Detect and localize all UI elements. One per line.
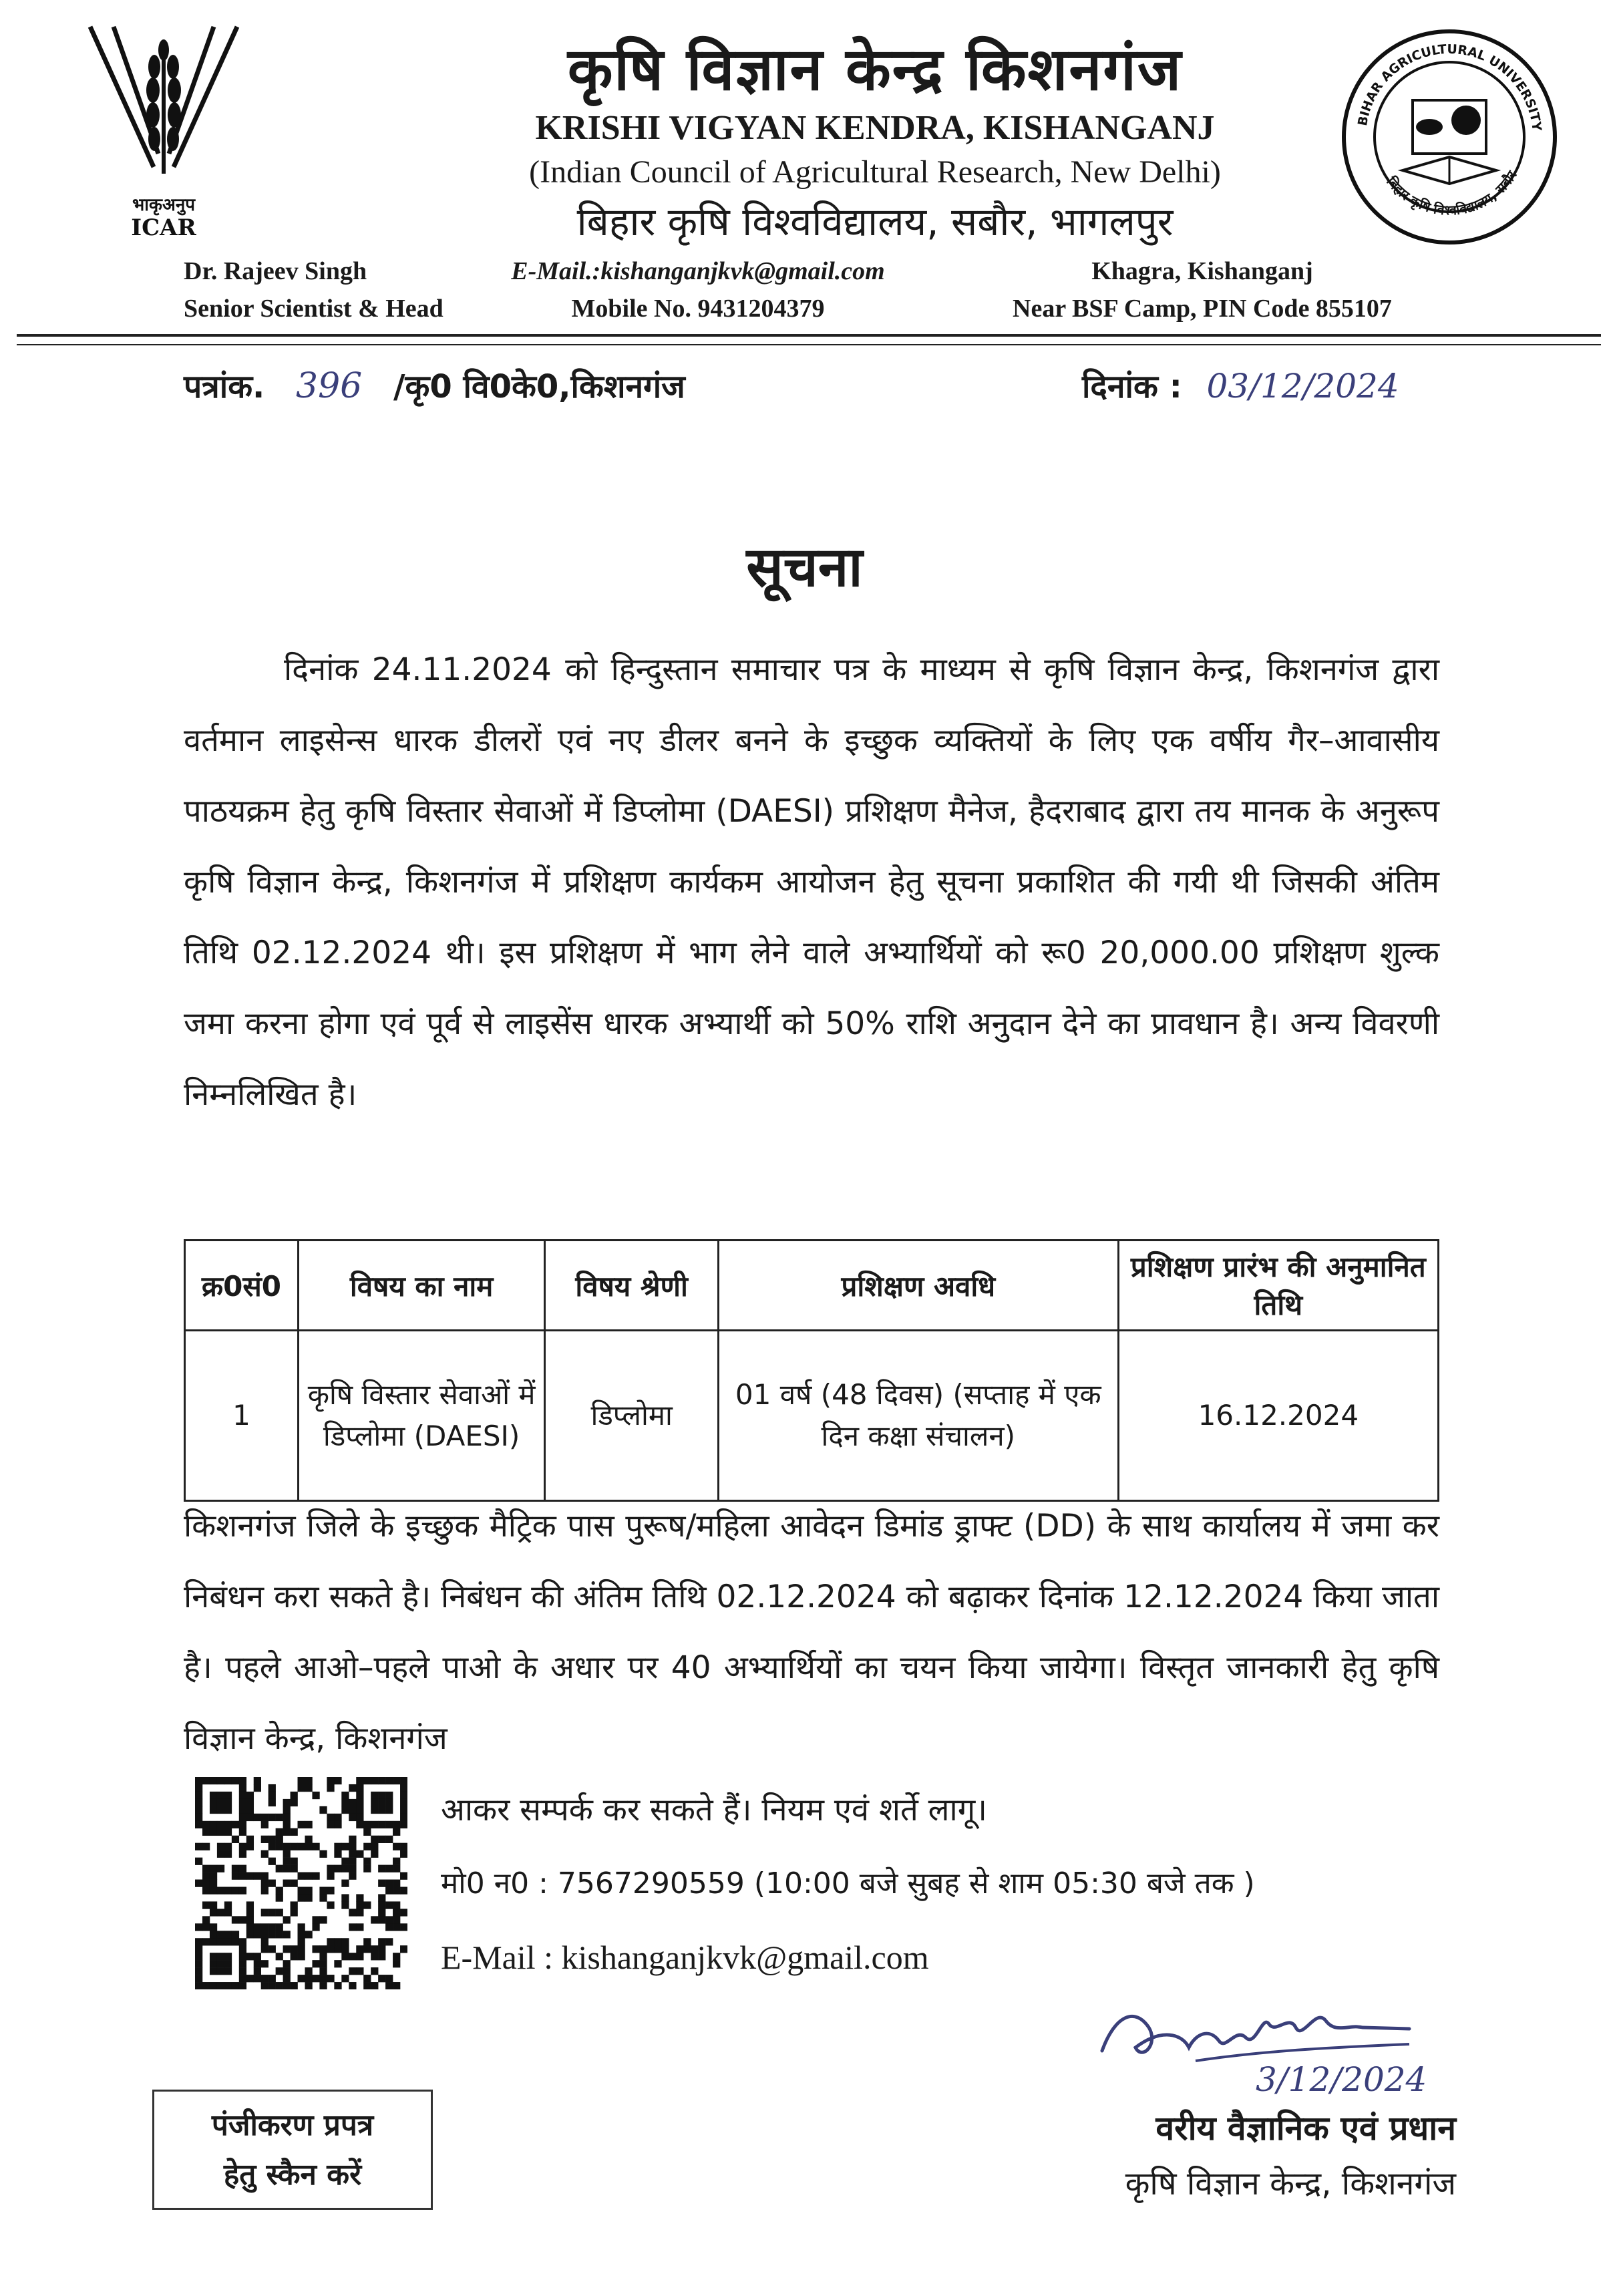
table-row xyxy=(185,1331,1439,1501)
registration-box-line2: हेतु स्कैन करें xyxy=(223,2158,362,2192)
col-category: विषय श्रेणी xyxy=(545,1241,719,1331)
address-line1: Khagra, Kishanganj xyxy=(1091,257,1313,285)
date-line xyxy=(1082,364,1399,407)
icar-logo xyxy=(83,20,244,240)
cell-start-date: 16.12.2024 xyxy=(1118,1331,1438,1501)
col-subject: विषय का नाम xyxy=(298,1241,544,1331)
header-divider-bottom xyxy=(17,344,1601,345)
reference-suffix: /कृ0 वि0के0,किशनगंज xyxy=(393,368,685,405)
cell-duration: 01 वर्ष (48 दिवस) (सप्ताह में एक दिन कक्षा संचालन) xyxy=(718,1331,1118,1501)
header-title-hindi: कृषि विज्ञान केन्द्र किशनगंज xyxy=(567,35,1183,104)
col-duration: प्रशिक्षण अवधि xyxy=(718,1241,1118,1331)
notice-paragraph-2: किशनगंज जिले के इच्छुक मैट्रिक पास पुरूष/महिला आवेदन डिमांड ड्राफ्ट (DD) के साथ कार्यालय में जमा कर निबंधन करा सकते है। निबंधन की अंतिम तिथि 02.12.2024 को बढ़ाकर दिनांक 12.12.2024 किया जाता है। पहले आओ–पहले पाओ के अधार पर 40 अभ्यार्थियों का चयन किया जायेगा। विस्तृत जानकारी हेतु कृषि विज्ञान केन्द्र, किशनगंज xyxy=(184,1508,1439,1757)
contact-email-phone xyxy=(481,253,915,327)
signature-date: 3/12/2024 xyxy=(1256,2060,1427,2099)
header-university: बिहार कृषि विश्वविद्यालय, सबौर, भागलपुर xyxy=(576,199,1174,244)
phone-line: मो0 न0 : 7567290559 (10:00 बजे सुबह से शाम 05:30 बजे तक ) xyxy=(441,1866,1255,1901)
signatory-organization: कृषि विज्ञान केन्द्र, किशनगंज xyxy=(1125,2165,1456,2202)
cell-serial: 1 xyxy=(185,1331,299,1501)
header-title-english: KRISHI VIGYAN KENDRA, KISHANGANJ xyxy=(535,109,1215,147)
cell-category: डिप्लोमा xyxy=(545,1331,719,1501)
notice-title: सूचना xyxy=(746,536,863,599)
contact-head xyxy=(184,253,443,327)
header-mobile: Mobile No. 9431204379 xyxy=(571,295,825,323)
svg-text:ICAR: ICAR xyxy=(131,214,196,240)
header-council: (Indian Council of Agricultural Research, New Delhi) xyxy=(529,154,1221,190)
reference-number: 396 xyxy=(296,366,363,406)
header-email: E-Mail.:kishanganjkvk@gmail.com xyxy=(511,257,885,285)
registration-qr-code[interactable] xyxy=(195,1777,407,1989)
notice-paragraph-3: आकर सम्पर्क कर सकते हैं। नियम एवं शर्ते लागू। xyxy=(441,1792,987,1828)
registration-box-line1: पंजीकरण प्रपत्र xyxy=(211,2108,374,2142)
registration-scan-box xyxy=(152,2090,433,2210)
footer-email: E-Mail : kishanganjkvk@gmail.com xyxy=(441,1939,929,1976)
head-name: Dr. Rajeev Singh xyxy=(184,257,367,285)
header-divider-top xyxy=(17,334,1601,337)
qr-code-pattern xyxy=(195,1777,407,1989)
reference-line xyxy=(184,364,685,407)
date-label: दिनांक : xyxy=(1082,368,1182,405)
notice-paragraph-1: दिनांक 24.11.2024 को हिन्दुस्तान समाचार पत्र के माध्यम से कृषि विज्ञान केन्द्र, किशनगंज द्वारा वर्तमान लाइसेन्स धारक डीलरों एवं नए डीलर बनने के इच्छुक व्यक्तियों के लिए एक वर्षीय गैर–आवासीय पाठयक्रम हेतु कृषि विस्तार सेवाओं में डिप्लोमा (DAESI) प्रशिक्षण मैनेज, हैदराबाद द्वारा तय मानक के अनुरूप कृषि विज्ञान केन्द्र, किशनगंज में प्रशिक्षण कार्यकम आयोजन हेतु सूचना प्रकाशित की गयी थी जिसकी अंतिम तिथि 02.12.2024 थी। इस प्रशिक्षण में भाग लेने वाले अभ्यार्थियों को रू0 20,000.00 प्रशिक्षण शुल्क जमा करना होगा एवं पूर्व से लाइसेंस धारक अभ्यार्थी को 50% राशि अनुदान देने का प्रावधान है। अन्य विवरणी निम्नलिखित है। xyxy=(184,651,1439,1113)
training-table xyxy=(184,1239,1439,1502)
date-value: 03/12/2024 xyxy=(1206,367,1399,405)
col-start-date: प्रशिक्षण प्रारंभ की अनुमानित तिथि xyxy=(1118,1241,1438,1331)
head-designation: Senior Scientist & Head xyxy=(184,295,443,323)
svg-text:बिहार कृषि विश्वविद्यालय, सबौर: बिहार कृषि विश्वविद्यालय, सबौर xyxy=(1383,168,1520,218)
svg-text:भाकृअनुप: भाकृअनुप xyxy=(132,195,196,215)
cell-subject: कृषि विस्तार सेवाओं में डिप्लोमा (DAESI) xyxy=(298,1331,544,1501)
table-header-row xyxy=(185,1241,1439,1331)
address-line2: Near BSF Camp, PIN Code 855107 xyxy=(1013,295,1392,323)
handwritten-signature xyxy=(1095,1987,1483,2108)
notice-footer-block xyxy=(441,1774,1443,1994)
signatory-designation: वरीय वैज्ञानिक एवं प्रधान xyxy=(1155,2109,1456,2148)
university-seal xyxy=(1339,27,1560,247)
contact-address xyxy=(968,253,1436,327)
svg-text:BIHAR AGRICULTURAL UNIVERSITY: BIHAR AGRICULTURAL UNIVERSITY xyxy=(1355,41,1544,132)
reference-label: पत्रांक. xyxy=(184,368,265,405)
col-serial: क्र0सं0 xyxy=(185,1241,299,1331)
